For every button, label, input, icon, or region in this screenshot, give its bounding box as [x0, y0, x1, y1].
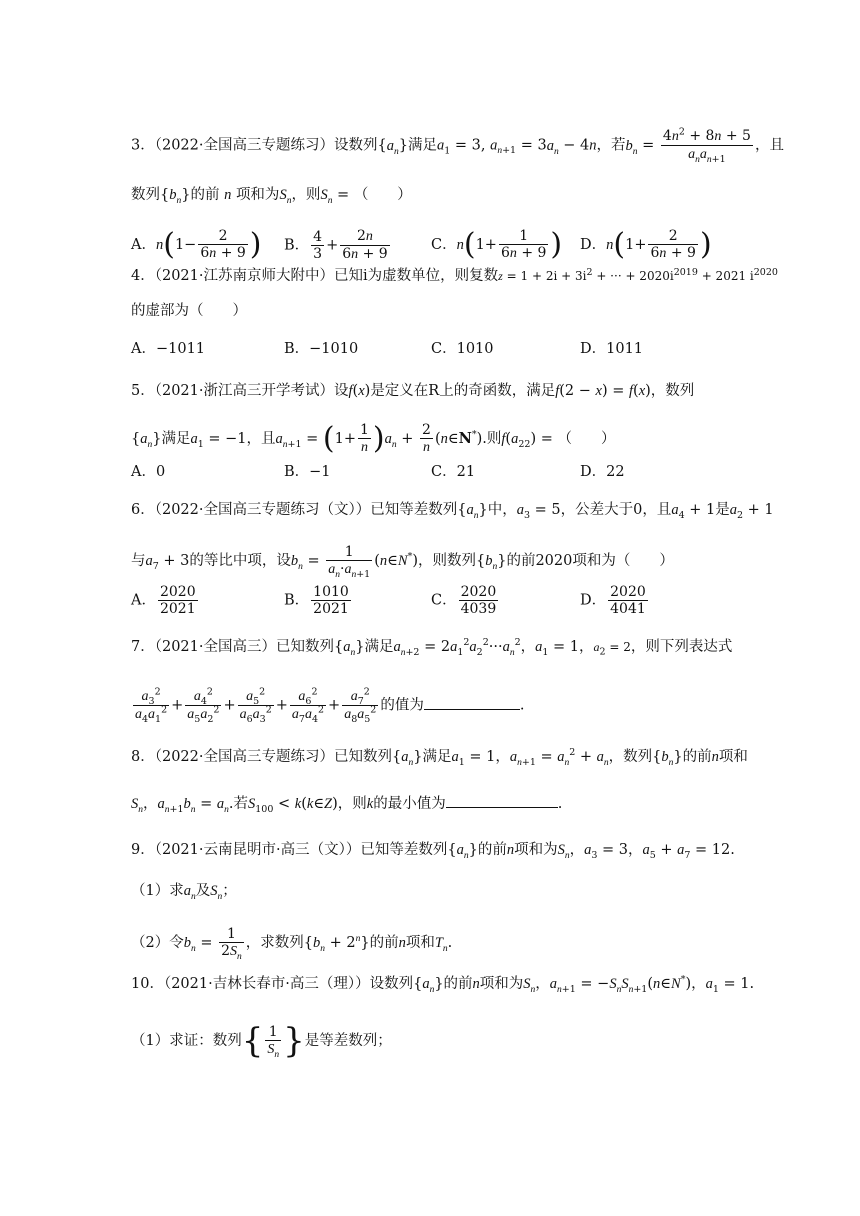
question-number: 7． — [131, 639, 155, 655]
option-b: B．−1 — [284, 464, 331, 480]
question-8-line-1: 8．（2022·全国高三专题练习）已知数列$\{a_n\}$满足$a_1 = 1$，$a_{n+1} = a_n^2 + a_n$，数列$\{b_n\}$的前n项和 — [131, 747, 748, 768]
question-number: 4． — [131, 268, 155, 284]
question-number: 5． — [131, 383, 155, 399]
question-5-line-2: $\{a_n\}$满足$a_1 = -1$，且$a_{n+1} = (1+$ $\frac{1}{n}$ )$a_n$ + $\frac{2}{n}$ (n∈N*).则$f(a_{22})$ = （ ） — [131, 421, 616, 456]
option-b: B． $\frac{1010}{2021}$ — [284, 584, 349, 617]
option-c: C．n(1+ $\frac{1}{6n + 9}$ ) — [431, 227, 563, 262]
question-9-line-1: 9．（2021·云南昆明市·高三（文））已知等差数列$\{a_n\}$的前n项和为$S_n$，$a_3 = 3$，$a_5 + a_7 = 12$. — [131, 842, 735, 861]
option-c: C． $\frac{2020}{4039}$ — [431, 584, 497, 617]
question-source: （2021·吉林长春市·高三（理）） — [163, 976, 370, 992]
question-5-line-1: 5．（2021·浙江高三开学考试）设f(x)是定义在R上的奇函数，满足f(2 − x) = f(x)，数列 — [131, 383, 695, 399]
question-source: （2022·全国高三专题练习（文）） — [154, 502, 371, 518]
question-source: （2021·浙江高三开学考试） — [154, 383, 334, 399]
option-c: C．1010 — [431, 341, 494, 357]
question-number: 10． — [131, 976, 164, 992]
question-10-line-1: 10．（2021·吉林长春市·高三（理））设数列$\{a_n\}$的前n项和为$S_n$，$a_{n+1}$ = $-S_nS_{n+1}(n\in N^*)$，$a_1 = 1$. — [131, 974, 755, 995]
option-d: D．1011 — [580, 341, 644, 357]
option-b: B． $\frac{4}{3}$ + $\frac{2n}{6n + 9}$ — [284, 228, 388, 262]
question-7-line-1: 7．（2021·全国高三）已知数列$\{a_n\}$满足$a_{n+2} = 2a_1^2a_2^2\cdot\cdot\cdot a_n^2$，$a_1 = 1$，$a_2 = 2$，则下列表达式 — [131, 637, 733, 658]
question-6-line-2: 与$a_7 + 3$的等比中项，设$b_n$ = $\frac{1}{a_n\cdot a_{n+1}}$ (n∈N*)，则数列$\{b_n\}$的前2020项和为（ ） — [131, 544, 674, 580]
question-number: 3． — [131, 137, 155, 154]
question-source: （2022·全国高三专题练习） — [154, 137, 334, 154]
question-7-line-2: $\frac{a_3^2}{a_4a_1^2}$ + $\frac{a_4^2}{a_5a_2^2}$ + $\frac{a_5^2}{a_6a_3^2}$ + $\frac{a_6^2}{a_7a_4^2}$ + $\frac{a_7^2}{a_8a_5^2}$ 的值为 . — [135, 686, 525, 725]
option-d: D．n(1+ $\frac{2}{6n + 9}$ ) — [580, 227, 712, 262]
option-c: C．21 — [431, 464, 476, 480]
option-d: D．22 — [580, 464, 625, 480]
question-3-line-1: 3．（2022·全国高三专题练习）设数列$\{a_n\}$满足$a_1 = 3$, $a_{n+1} = 3a_n - 4n$，若$b_n$ = $\frac{4n^2 + 8n + 5}{a_na_{n+1}}$ ，且 — [131, 126, 784, 165]
formula-fraction: $\frac{4n^2 + 8n + 5}{a_na_{n+1}}$ — [662, 126, 751, 165]
question-4-line-1: 4．（2021·江苏南京师大附中）已知i为虚数单位，则复数$z = 1 + 2i + 3i^2$ + ··· + $2020i^{2019} + 2021$ $i^{2020}$ — [131, 267, 778, 284]
question-number: 9． — [131, 842, 155, 858]
option-b: B．−1010 — [284, 341, 359, 357]
option-a: A．−1011 — [131, 341, 206, 357]
option-a: A． $\frac{2020}{2021}$ — [131, 584, 196, 617]
question-number: 6． — [131, 502, 155, 518]
question-source: （2022·全国高三专题练习） — [154, 749, 334, 765]
option-a: A．n(1− $\frac{2}{6n + 9}$ ) — [131, 227, 262, 262]
question-9-part-2: （2）令$b_n$ = $\frac{1}{2S_n}$ ，求数列$\{b_n + 2^n\}$的前n项和$T_n$. — [131, 926, 453, 962]
option-d: D． $\frac{2020}{4041}$ — [580, 584, 646, 617]
question-10-part-1: （1）求证：数列{ $\frac{1}{S_n}$ }是等差数列； — [131, 1021, 392, 1061]
question-source: （2021·云南昆明市·高三（文）） — [154, 842, 361, 858]
option-a: A．0 — [131, 464, 166, 480]
question-9-part-1: （1）求$a_n$及$S_n$； — [131, 883, 237, 902]
question-8-line-2: $S_n$，$a_{n+1}b_n = a_n$.若$S_{100}$ < k(k∈Z)，则k的最小值为 . — [131, 793, 562, 814]
question-number: 8． — [131, 749, 155, 765]
question-source: （2021·江苏南京师大附中） — [154, 268, 334, 284]
question-6-line-1: 6．（2022·全国高三专题练习（文））已知等差数列$\{a_n\}$中，$a_3 = 5$，公差大于0，且$a_4 + 1$是$a_2 + 1$ — [131, 502, 774, 521]
answer-blank[interactable] — [424, 695, 520, 710]
answer-blank[interactable] — [446, 793, 558, 808]
question-4-line-2: 的虚部为（ ） — [131, 303, 247, 319]
question-source: （2021·全国高三） — [154, 639, 276, 655]
question-3-line-2: 数列$\{b_n\}$的前 n 项和为$S_n$，则$S_n$ = （ ） — [131, 187, 412, 206]
